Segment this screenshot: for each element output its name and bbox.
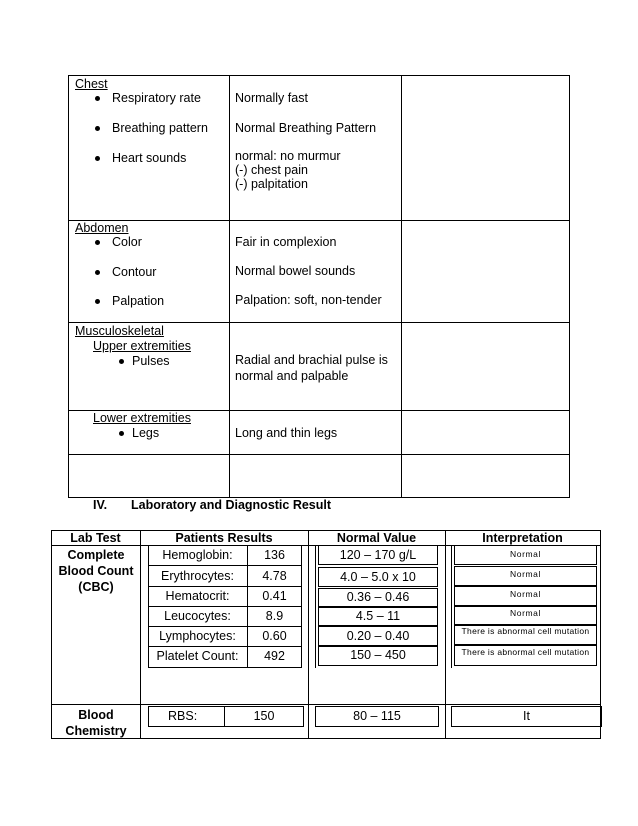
abdomen-color-label: Color [112, 235, 142, 249]
blood-chemistry-label: Blood Chemistry [65, 708, 127, 738]
bullet-icon [119, 359, 124, 364]
header-patients-results: Patients Results [175, 531, 273, 545]
cbc-interpretation: Normal [510, 549, 541, 559]
rbs-interpretation: It [523, 709, 530, 723]
cbc-row-name: Hematocrit: [165, 589, 230, 603]
cbc-normal-value: 0.36 – 0.46 [346, 590, 410, 604]
chest-respiratory-label: Respiratory rate [112, 91, 201, 105]
cbc-row-name: Platelet Count: [156, 649, 239, 663]
header-lab-test: Lab Test [70, 531, 121, 545]
cbc-row-name: Leucocytes: [164, 609, 231, 623]
abdomen-color-finding: Fair in complexion [235, 235, 337, 249]
abdomen-contour-finding: Normal bowel sounds [235, 264, 356, 278]
cbc-normal-value: 4.0 – 5.0 x 10 [340, 570, 416, 584]
chest-heart-label: Heart sounds [112, 151, 187, 165]
chest-heading: Chest [75, 77, 108, 91]
pulses-finding: Radial and brachial pulse is normal and palpable [235, 353, 388, 383]
bullet-icon [119, 431, 124, 436]
abdomen-palpation-label: Palpation [112, 294, 165, 308]
pulses-label: Pulses [132, 354, 170, 368]
bullet-icon [95, 240, 100, 245]
rbs-name: RBS: [168, 709, 198, 723]
chest-respiratory-finding: Normally fast [235, 91, 308, 105]
bullet-icon [95, 299, 100, 304]
chest-heart-finding-3: (-) palpitation [235, 177, 308, 191]
abdomen-palpation-finding: Palpation: soft, non-tender [235, 293, 382, 307]
cbc-interpretation: There is abnormal cell mutation [461, 626, 590, 636]
bullet-icon [95, 126, 100, 131]
cbc-interpretation: There is abnormal cell mutation [461, 647, 590, 657]
section-number: IV. [93, 498, 108, 512]
cbc-row-value: 4.78 [262, 569, 287, 583]
cbc-row-value: 0.60 [262, 629, 287, 643]
bullet-icon [95, 96, 100, 101]
cbc-normal-value: 0.20 – 0.40 [346, 629, 410, 643]
cbc-row-value: 492 [264, 649, 285, 663]
rbs-normal-value: 80 – 115 [353, 709, 401, 723]
chest-heart-finding-2: (-) chest pain [235, 163, 308, 177]
cbc-row-value: 8.9 [265, 609, 284, 623]
cbc-normal-value: 120 – 170 g/L [339, 548, 417, 562]
cbc-row-name: Hemoglobin: [162, 548, 233, 562]
cbc-label: Complete Blood Count (CBC) [58, 548, 134, 594]
chest-breathing-finding: Normal Breathing Pattern [235, 121, 377, 135]
lower-extremities-heading: Lower extremities [93, 411, 191, 425]
rbs-value: 150 [253, 709, 275, 723]
chest-breathing-label: Breathing pattern [112, 121, 208, 135]
cbc-normal-value: 4.5 – 11 [355, 609, 401, 623]
cbc-interpretation: Normal [510, 608, 541, 618]
abdomen-contour-label: Contour [112, 265, 157, 279]
cbc-row-name: Lymphocytes: [159, 629, 236, 643]
bullet-icon [95, 270, 100, 275]
cbc-row-name: Erythrocytes: [161, 569, 234, 583]
header-interpretation: Interpretation [482, 531, 563, 545]
abdomen-heading: Abdomen [75, 221, 129, 235]
cbc-interpretation: Normal [510, 569, 541, 579]
upper-extremities-heading: Upper extremities [93, 339, 191, 353]
legs-label: Legs [132, 426, 160, 440]
legs-finding: Long and thin legs [235, 426, 338, 440]
bullet-icon [95, 156, 100, 161]
cbc-interpretation: Normal [510, 589, 541, 599]
header-normal-value: Normal Value [336, 531, 417, 545]
cbc-row-value: 0.41 [262, 589, 287, 603]
cbc-row-value: 136 [264, 548, 285, 562]
section-title: Laboratory and Diagnostic Result [131, 498, 332, 512]
musculoskeletal-heading: Musculoskeletal [75, 324, 164, 338]
chest-heart-finding-1: normal: no murmur [235, 149, 341, 163]
cbc-normal-value: 150 – 450 [350, 648, 406, 662]
